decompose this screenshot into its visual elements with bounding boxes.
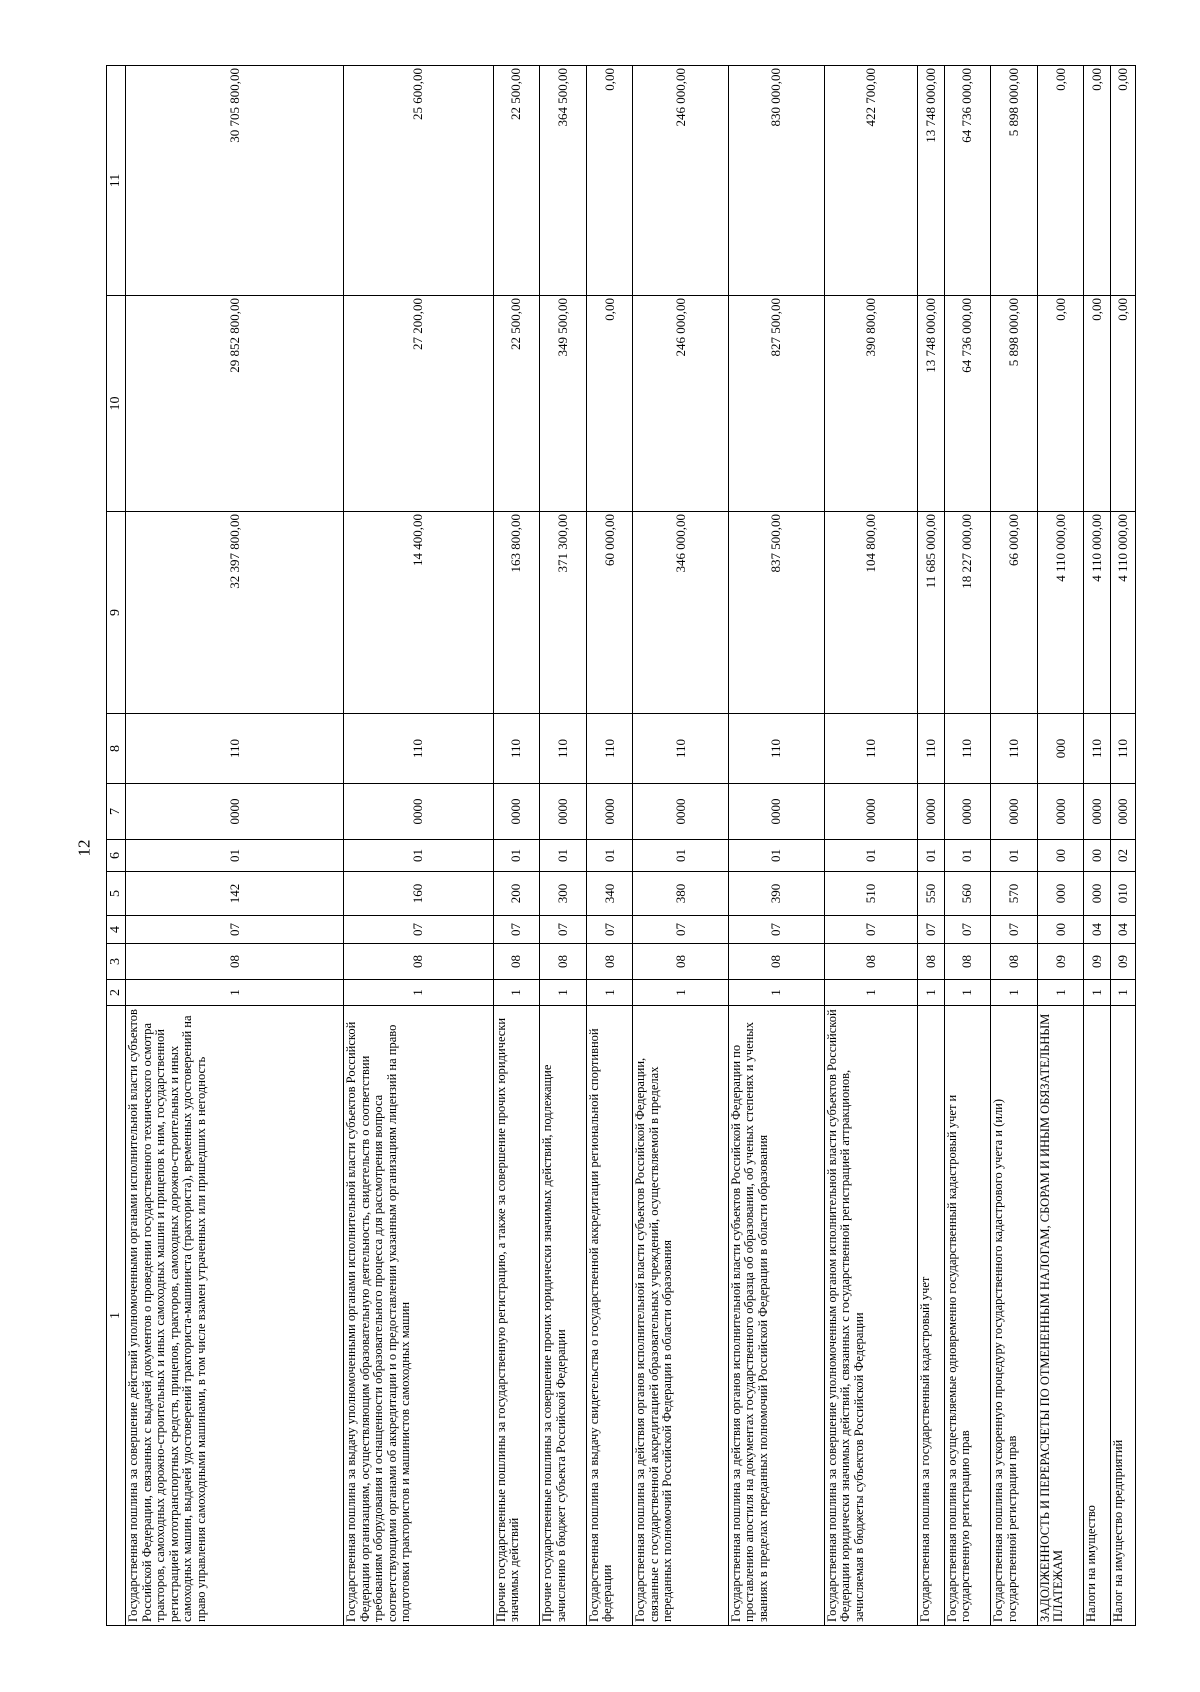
code-cell-c3: 08 [540, 944, 587, 980]
code-cell-c3: 09 [1037, 944, 1084, 980]
amount-cell-c9: 11 685 000,00 [917, 512, 944, 714]
table-row [540, 66, 587, 1626]
code-cell-c2: 1 [1037, 980, 1084, 1006]
row-name-cell: Прочие государственные пошлины за совершение прочих юридически значимых действий, подлежащие зачислению в бюджет субъекта Российской Федерации [540, 1006, 587, 1626]
code-cell-c7: 0000 [540, 784, 587, 840]
amount-cell-c10: 0,00 [1111, 296, 1136, 512]
code-cell-c4: 07 [728, 916, 824, 944]
code-cell-c3: 08 [991, 944, 1038, 980]
code-cell-c8: 000 [1037, 714, 1084, 784]
column-header-5: 5 [107, 872, 126, 916]
code-cell-c7: 0000 [344, 784, 494, 840]
code-cell-c3: 08 [586, 944, 633, 980]
code-cell-c8: 110 [1084, 714, 1111, 784]
row-name-cell: Государственная пошлина за совершение уполномоченным органом исполнительной власти субъектов Российской Федерации юридически значимых действий, связанных с государственной регистрацией аттракционов, зачисляемая в бюджеты субъектов Российской Федерации [824, 1006, 917, 1626]
amount-cell-c11: 13 748 000,00 [917, 66, 944, 296]
code-cell-c8: 110 [493, 714, 540, 784]
amount-cell-c11: 246 000,00 [633, 66, 729, 296]
table-row [344, 66, 494, 1626]
code-cell-c8: 110 [540, 714, 587, 784]
code-cell-c8: 110 [126, 714, 344, 784]
code-cell-c5: 200 [493, 872, 540, 916]
table-row [824, 66, 917, 1626]
code-cell-c3: 09 [1084, 944, 1111, 980]
code-cell-c6: 00 [1084, 840, 1111, 872]
amount-cell-c9: 14 400,00 [344, 512, 494, 714]
amount-cell-c10: 0,00 [1037, 296, 1084, 512]
code-cell-c6: 01 [944, 840, 991, 872]
page-number: 12 [74, 839, 94, 857]
amount-cell-c10: 0,00 [1084, 296, 1111, 512]
code-cell-c8: 110 [824, 714, 917, 784]
amount-cell-c11: 364 500,00 [540, 66, 587, 296]
amount-cell-c11: 22 500,00 [493, 66, 540, 296]
code-cell-c8: 110 [633, 714, 729, 784]
code-cell-c8: 110 [344, 714, 494, 784]
row-name-cell: Государственная пошлина за осуществляемые одновременно государственный кадастровый учет и государственную регистрацию прав [944, 1006, 991, 1626]
table-row [944, 66, 991, 1626]
code-cell-c6: 01 [633, 840, 729, 872]
code-cell-c3: 08 [493, 944, 540, 980]
code-cell-c3: 08 [728, 944, 824, 980]
amount-cell-c10: 246 000,00 [633, 296, 729, 512]
code-cell-c6: 01 [493, 840, 540, 872]
table-row [991, 66, 1038, 1626]
code-cell-c2: 1 [991, 980, 1038, 1006]
code-cell-c2: 1 [824, 980, 917, 1006]
row-name-cell: Государственная пошлина за действия органов исполнительной власти субъектов Российской Федерации, связанные с государственной аккредитацией образовательных учреждений, осуществляемой в пределах переданных полномочий Российской Федерации в области образования [633, 1006, 729, 1626]
column-header-9: 9 [107, 512, 126, 714]
code-cell-c5: 160 [344, 872, 494, 916]
row-name-cell: Государственная пошлина за ускоренную процедуру государственного кадастрового учета и (или) государственной регистрации прав [991, 1006, 1038, 1626]
code-cell-c7: 0000 [493, 784, 540, 840]
table-body [126, 66, 1136, 1626]
amount-cell-c10: 390 800,00 [824, 296, 917, 512]
code-cell-c7: 0000 [126, 784, 344, 840]
code-cell-c7: 0000 [633, 784, 729, 840]
row-name-cell: Государственная пошлина за выдачу уполномоченными органами исполнительной власти субъектов Российской Федерации организациям, осуществляющим образовательную деятельность, свидетельств о соответствии требованиям оборудования и оснащенности образовательного процесса для рассмотрения вопроса соответствующими органами об аккредитации и о предоставлении указанным организациям лицензий на право подготовки трактористов и машинистов самоходных машин [344, 1006, 494, 1626]
row-name-cell: Налоги на имущество [1084, 1006, 1111, 1626]
code-cell-c7: 0000 [991, 784, 1038, 840]
table-row [917, 66, 944, 1626]
code-cell-c2: 1 [633, 980, 729, 1006]
amount-cell-c9: 163 800,00 [493, 512, 540, 714]
code-cell-c6: 00 [1037, 840, 1084, 872]
amount-cell-c9: 837 500,00 [728, 512, 824, 714]
amount-cell-c11: 30 705 800,00 [126, 66, 344, 296]
table-row [1111, 66, 1136, 1626]
column-header-4: 4 [107, 916, 126, 944]
code-cell-c4: 07 [944, 916, 991, 944]
code-cell-c8: 110 [944, 714, 991, 784]
code-cell-c5: 300 [540, 872, 587, 916]
code-cell-c8: 110 [586, 714, 633, 784]
code-cell-c3: 08 [824, 944, 917, 980]
code-cell-c7: 0000 [1037, 784, 1084, 840]
column-header-2: 2 [107, 980, 126, 1006]
amount-cell-c9: 32 397 800,00 [126, 512, 344, 714]
column-header-6: 6 [107, 840, 126, 872]
code-cell-c4: 07 [991, 916, 1038, 944]
code-cell-c5: 000 [1037, 872, 1084, 916]
amount-cell-c9: 371 300,00 [540, 512, 587, 714]
code-cell-c4: 04 [1111, 916, 1136, 944]
code-cell-c2: 1 [344, 980, 494, 1006]
code-cell-c4: 07 [126, 916, 344, 944]
table-row [1037, 66, 1084, 1626]
code-cell-c4: 07 [917, 916, 944, 944]
amount-cell-c10: 349 500,00 [540, 296, 587, 512]
code-cell-c5: 000 [1084, 872, 1111, 916]
code-cell-c2: 1 [586, 980, 633, 1006]
code-cell-c4: 04 [1084, 916, 1111, 944]
amount-cell-c9: 346 000,00 [633, 512, 729, 714]
code-cell-c7: 0000 [917, 784, 944, 840]
code-cell-c6: 02 [1111, 840, 1136, 872]
code-cell-c4: 07 [633, 916, 729, 944]
code-cell-c2: 1 [126, 980, 344, 1006]
table-row [728, 66, 824, 1626]
amount-cell-c11: 0,00 [1111, 66, 1136, 296]
amount-cell-c10: 5 898 000,00 [991, 296, 1038, 512]
table-row [1084, 66, 1111, 1626]
code-cell-c6: 01 [540, 840, 587, 872]
amount-cell-c9: 4 110 000,00 [1111, 512, 1136, 714]
code-cell-c7: 0000 [824, 784, 917, 840]
code-cell-c5: 340 [586, 872, 633, 916]
code-cell-c2: 1 [917, 980, 944, 1006]
amount-cell-c9: 60 000,00 [586, 512, 633, 714]
amount-cell-c11: 64 736 000,00 [944, 66, 991, 296]
code-cell-c4: 07 [824, 916, 917, 944]
code-cell-c5: 560 [944, 872, 991, 916]
code-cell-c7: 0000 [1111, 784, 1136, 840]
code-cell-c2: 1 [1084, 980, 1111, 1006]
rotated-page-content [106, 66, 1136, 1626]
amount-cell-c9: 4 110 000,00 [1037, 512, 1084, 714]
row-name-cell: ЗАДОЛЖЕННОСТЬ И ПЕРЕРАСЧЕТЫ ПО ОТМЕНЕННЫМ НАЛОГАМ, СБОРАМ И ИНЫМ ОБЯЗАТЕЛЬНЫМ ПЛАТЕЖАМ [1037, 1006, 1084, 1626]
row-name-cell: Государственная пошлина за выдачу свидетельства о государственной аккредитации региональной спортивной федерации [586, 1006, 633, 1626]
amount-cell-c10: 13 748 000,00 [917, 296, 944, 512]
amount-cell-c9: 104 800,00 [824, 512, 917, 714]
table-header-row [107, 66, 126, 1626]
code-cell-c7: 0000 [586, 784, 633, 840]
row-name-cell: Государственная пошлина за действия органов исполнительной власти субъектов Российской Федерации по проставлению апостиля на документах государственного образца об образовании, об ученых степенях и ученых званиях в пределах переданных полномочий Российской Федерации в области образования [728, 1006, 824, 1626]
row-name-cell: Прочие государственные пошлины за государственную регистрацию, а также за совершение прочих юридически значимых действий [493, 1006, 540, 1626]
column-header-10: 10 [107, 296, 126, 512]
code-cell-c4: 07 [344, 916, 494, 944]
amount-cell-c10: 27 200,00 [344, 296, 494, 512]
amount-cell-c11: 422 700,00 [824, 66, 917, 296]
code-cell-c4: 00 [1037, 916, 1084, 944]
code-cell-c5: 380 [633, 872, 729, 916]
column-header-7: 7 [107, 784, 126, 840]
code-cell-c2: 1 [944, 980, 991, 1006]
row-name-cell: Налог на имущество предприятий [1111, 1006, 1136, 1626]
code-cell-c6: 01 [126, 840, 344, 872]
amount-cell-c11: 0,00 [1037, 66, 1084, 296]
code-cell-c2: 1 [1111, 980, 1136, 1006]
table-row [633, 66, 729, 1626]
table-row [126, 66, 344, 1626]
row-name-cell: Государственная пошлина за совершение действий уполномоченными органами исполнительной власти субъектов Российской Федерации, связанных с выдачей документов о проведении государственного технического осмотра тракторов, самоходных дорожно-строительных и иных самоходных машин и прицепов к ним, государственной регистрацией мототранспортных средств, прицепов, тракторов, самоходных дорожно-строительных и иных самоходных машин, выдачей удостоверений тракториста-машиниста (тракториста), временных удостоверений на право управления самоходными машинами, в том числе взамен утраченных или пришедших в негодность [126, 1006, 344, 1626]
code-cell-c2: 1 [493, 980, 540, 1006]
amount-cell-c10: 0,00 [586, 296, 633, 512]
column-header-8: 8 [107, 714, 126, 784]
amount-cell-c10: 22 500,00 [493, 296, 540, 512]
amount-cell-c11: 0,00 [586, 66, 633, 296]
amount-cell-c11: 25 600,00 [344, 66, 494, 296]
amount-cell-c10: 827 500,00 [728, 296, 824, 512]
code-cell-c4: 07 [493, 916, 540, 944]
amount-cell-c9: 18 227 000,00 [944, 512, 991, 714]
code-cell-c5: 142 [126, 872, 344, 916]
column-header-1: 1 [107, 1006, 126, 1626]
code-cell-c8: 110 [917, 714, 944, 784]
amount-cell-c9: 66 000,00 [991, 512, 1038, 714]
code-cell-c2: 1 [728, 980, 824, 1006]
column-header-3: 3 [107, 944, 126, 980]
revenue-table [106, 65, 1136, 1626]
code-cell-c5: 550 [917, 872, 944, 916]
code-cell-c7: 0000 [1084, 784, 1111, 840]
column-header-11: 11 [107, 66, 126, 296]
code-cell-c5: 390 [728, 872, 824, 916]
amount-cell-c10: 29 852 800,00 [126, 296, 344, 512]
code-cell-c5: 010 [1111, 872, 1136, 916]
code-cell-c6: 01 [824, 840, 917, 872]
table-row [493, 66, 540, 1626]
code-cell-c7: 0000 [728, 784, 824, 840]
code-cell-c8: 110 [728, 714, 824, 784]
code-cell-c6: 01 [991, 840, 1038, 872]
code-cell-c8: 110 [1111, 714, 1136, 784]
code-cell-c3: 08 [944, 944, 991, 980]
code-cell-c5: 570 [991, 872, 1038, 916]
code-cell-c3: 08 [633, 944, 729, 980]
code-cell-c2: 1 [540, 980, 587, 1006]
table-row [586, 66, 633, 1626]
code-cell-c5: 510 [824, 872, 917, 916]
amount-cell-c10: 64 736 000,00 [944, 296, 991, 512]
code-cell-c3: 08 [344, 944, 494, 980]
code-cell-c4: 07 [540, 916, 587, 944]
row-name-cell: Государственная пошлина за государственный кадастровый учет [917, 1006, 944, 1626]
amount-cell-c11: 0,00 [1084, 66, 1111, 296]
amount-cell-c11: 5 898 000,00 [991, 66, 1038, 296]
code-cell-c4: 07 [586, 916, 633, 944]
code-cell-c3: 08 [126, 944, 344, 980]
code-cell-c8: 110 [991, 714, 1038, 784]
code-cell-c6: 01 [344, 840, 494, 872]
code-cell-c3: 08 [917, 944, 944, 980]
amount-cell-c9: 4 110 000,00 [1084, 512, 1111, 714]
code-cell-c6: 01 [728, 840, 824, 872]
code-cell-c7: 0000 [944, 784, 991, 840]
code-cell-c6: 01 [586, 840, 633, 872]
code-cell-c3: 09 [1111, 944, 1136, 980]
amount-cell-c11: 830 000,00 [728, 66, 824, 296]
code-cell-c6: 01 [917, 840, 944, 872]
